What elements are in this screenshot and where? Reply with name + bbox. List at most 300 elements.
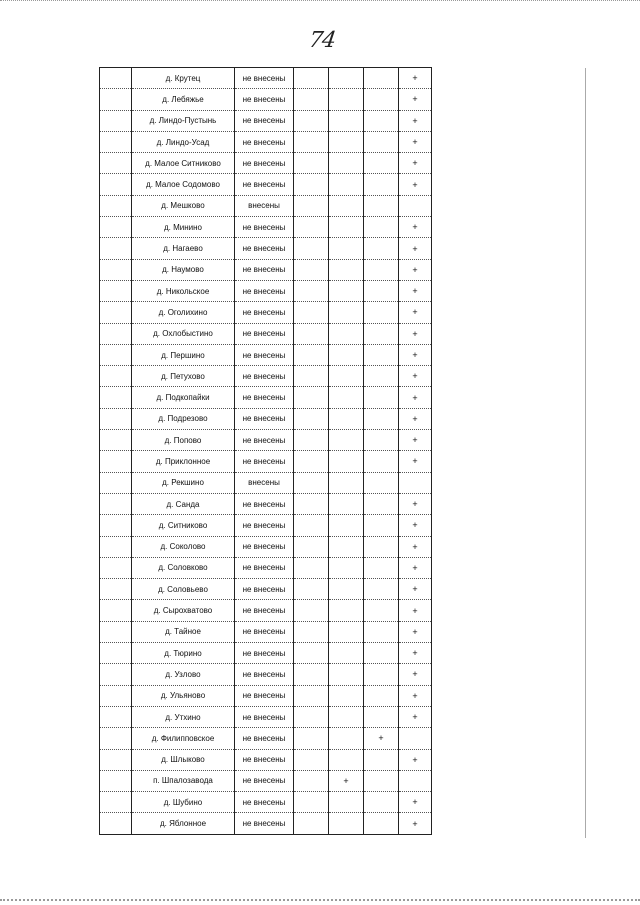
row-number-cell (100, 493, 132, 514)
mark-cell (364, 89, 399, 110)
mark-cell (364, 323, 399, 344)
mark-cell (364, 728, 399, 749)
mark-cell (294, 323, 329, 344)
mark-cell (329, 110, 364, 131)
row-number-cell (100, 536, 132, 557)
table-row (100, 238, 432, 259)
table-row (100, 259, 432, 280)
mark-cell (399, 217, 432, 238)
registry-status-cell: не внесены (235, 451, 294, 472)
mark-cell (329, 451, 364, 472)
row-number-cell (100, 792, 132, 813)
row-number-cell (100, 749, 132, 770)
mark-cell (364, 685, 399, 706)
scan-bottom-edge (0, 899, 640, 901)
mark-cell (294, 685, 329, 706)
row-number-cell (100, 68, 132, 89)
registry-status-cell: не внесены (235, 685, 294, 706)
row-number-cell (100, 685, 132, 706)
mark-cell (329, 387, 364, 408)
table-row (100, 195, 432, 216)
mark-cell (294, 493, 329, 514)
mark-cell (329, 89, 364, 110)
mark-cell (294, 728, 329, 749)
row-number-cell (100, 430, 132, 451)
registry-status-cell: не внесены (235, 68, 294, 89)
mark-plus: + (412, 392, 418, 403)
row-number-cell (100, 472, 132, 493)
mark-cell (364, 366, 399, 387)
table-row (100, 600, 432, 621)
mark-cell (329, 302, 364, 323)
mark-cell (364, 451, 399, 472)
mark-cell (294, 621, 329, 642)
mark-plus: + (412, 435, 418, 446)
mark-cell (399, 323, 432, 344)
table-row (100, 664, 432, 685)
mark-cell (399, 174, 432, 195)
mark-cell (329, 131, 364, 152)
mark-cell (329, 174, 364, 195)
mark-plus: + (412, 286, 418, 297)
mark-cell (294, 451, 329, 472)
mark-cell (364, 557, 399, 578)
row-number-cell (100, 174, 132, 195)
mark-cell (329, 749, 364, 770)
settlement-name-cell: д. Линдо-Пустынь (132, 110, 235, 131)
mark-cell (329, 706, 364, 727)
mark-cell (399, 792, 432, 813)
mark-cell (294, 238, 329, 259)
settlement-name-cell: д. Рекшино (132, 472, 235, 493)
mark-plus: + (412, 712, 418, 723)
registry-status-cell: не внесены (235, 323, 294, 344)
row-number-cell (100, 153, 132, 174)
registry-status-cell: не внесены (235, 579, 294, 600)
settlement-name-cell: д. Ситниково (132, 515, 235, 536)
row-number-cell (100, 366, 132, 387)
settlement-name-cell: д. Яблонное (132, 813, 235, 834)
row-number-cell (100, 280, 132, 301)
mark-cell (329, 813, 364, 834)
mark-cell (294, 792, 329, 813)
mark-cell (364, 515, 399, 536)
mark-cell (399, 621, 432, 642)
mark-plus: + (412, 456, 418, 467)
mark-cell (399, 366, 432, 387)
registry-status-cell: не внесены (235, 387, 294, 408)
mark-cell (364, 238, 399, 259)
mark-cell (294, 302, 329, 323)
mark-cell (294, 259, 329, 280)
table-row (100, 68, 432, 89)
mark-cell (329, 323, 364, 344)
mark-cell (294, 643, 329, 664)
registry-status-cell: не внесены (235, 89, 294, 110)
registry-status-cell: не внесены (235, 344, 294, 365)
settlement-name-cell: д. Никольское (132, 280, 235, 301)
mark-cell (399, 302, 432, 323)
mark-plus: + (412, 584, 418, 595)
mark-cell (329, 472, 364, 493)
mark-cell (294, 430, 329, 451)
mark-cell (294, 472, 329, 493)
row-number-cell (100, 408, 132, 429)
registry-status-cell: не внесены (235, 302, 294, 323)
registry-status-cell: не внесены (235, 131, 294, 152)
mark-plus: + (412, 562, 418, 573)
registry-status-cell: не внесены (235, 728, 294, 749)
table-row (100, 643, 432, 664)
row-number-cell (100, 131, 132, 152)
row-number-cell (100, 600, 132, 621)
mark-plus: + (412, 243, 418, 254)
mark-plus: + (412, 626, 418, 637)
mark-cell (399, 685, 432, 706)
mark-cell (399, 770, 432, 791)
settlement-name-cell: д. Ульяново (132, 685, 235, 706)
mark-cell (364, 174, 399, 195)
registry-status-cell: не внесены (235, 664, 294, 685)
mark-cell (294, 68, 329, 89)
settlement-name-cell: д. Линдо-Усад (132, 131, 235, 152)
settlement-name-cell: д. Наумово (132, 259, 235, 280)
mark-cell (364, 387, 399, 408)
mark-cell (364, 195, 399, 216)
table-row (100, 515, 432, 536)
registry-status-cell: внесены (235, 195, 294, 216)
handwritten-page-number: 74 (307, 28, 337, 53)
mark-cell (294, 110, 329, 131)
mark-cell (364, 430, 399, 451)
mark-plus: + (412, 499, 418, 510)
mark-cell (329, 792, 364, 813)
mark-cell (364, 493, 399, 514)
settlement-name-cell: д. Минино (132, 217, 235, 238)
registry-status-cell: не внесены (235, 217, 294, 238)
mark-cell (294, 174, 329, 195)
mark-cell (329, 68, 364, 89)
table-row (100, 557, 432, 578)
row-number-cell (100, 557, 132, 578)
mark-cell (364, 813, 399, 834)
row-number-cell (100, 621, 132, 642)
mark-cell (329, 728, 364, 749)
mark-cell (364, 259, 399, 280)
mark-cell (294, 557, 329, 578)
mark-plus: + (412, 222, 418, 233)
mark-cell (364, 217, 399, 238)
mark-cell (294, 813, 329, 834)
mark-cell (294, 280, 329, 301)
registry-status-cell: не внесены (235, 366, 294, 387)
row-number-cell (100, 813, 132, 834)
mark-cell (294, 664, 329, 685)
mark-plus: + (412, 328, 418, 339)
mark-cell (294, 770, 329, 791)
mark-cell (364, 302, 399, 323)
mark-plus: + (412, 307, 418, 318)
table-row (100, 217, 432, 238)
mark-cell (399, 280, 432, 301)
row-number-cell (100, 259, 132, 280)
mark-plus: + (412, 413, 418, 424)
mark-cell (329, 685, 364, 706)
mark-cell (399, 706, 432, 727)
mark-cell (364, 536, 399, 557)
mark-cell (329, 238, 364, 259)
mark-cell (399, 515, 432, 536)
table-row (100, 110, 432, 131)
table-row (100, 770, 432, 791)
mark-cell (364, 770, 399, 791)
mark-cell (329, 536, 364, 557)
registry-status-cell: не внесены (235, 430, 294, 451)
mark-plus: + (378, 733, 384, 744)
mark-plus: + (412, 264, 418, 275)
mark-plus: + (412, 137, 418, 148)
mark-cell (364, 68, 399, 89)
table-row (100, 749, 432, 770)
mark-cell (364, 621, 399, 642)
mark-cell (364, 110, 399, 131)
table-row (100, 131, 432, 152)
settlement-name-cell: д. Шубино (132, 792, 235, 813)
settlements-table (99, 67, 432, 835)
table-row (100, 174, 432, 195)
settlement-name-cell: д. Першино (132, 344, 235, 365)
mark-cell (294, 387, 329, 408)
settlement-name-cell: п. Шпалозавода (132, 770, 235, 791)
mark-plus: + (412, 115, 418, 126)
row-number-cell (100, 728, 132, 749)
mark-cell (294, 89, 329, 110)
mark-cell (364, 153, 399, 174)
scan-top-edge (0, 0, 640, 1)
settlement-name-cell: д. Соловьево (132, 579, 235, 600)
registry-status-cell: не внесены (235, 493, 294, 514)
table-row (100, 536, 432, 557)
settlement-name-cell: д. Малое Содомово (132, 174, 235, 195)
settlement-name-cell: д. Шлыково (132, 749, 235, 770)
row-number-cell (100, 238, 132, 259)
mark-cell (399, 89, 432, 110)
mark-cell (294, 217, 329, 238)
table-row (100, 493, 432, 514)
mark-plus: + (343, 775, 349, 786)
settlements-table-body (100, 68, 432, 835)
registry-status-cell: не внесены (235, 813, 294, 834)
mark-cell (294, 131, 329, 152)
settlement-name-cell: д. Утхино (132, 706, 235, 727)
settlement-name-cell: д. Тюрино (132, 643, 235, 664)
registry-status-cell: не внесены (235, 259, 294, 280)
table-row (100, 621, 432, 642)
table-row (100, 387, 432, 408)
page-margin-line (585, 68, 586, 838)
mark-cell (329, 493, 364, 514)
table-row (100, 366, 432, 387)
registry-status-cell: не внесены (235, 792, 294, 813)
registry-status-cell: не внесены (235, 621, 294, 642)
settlement-name-cell: д. Мешково (132, 195, 235, 216)
mark-cell (399, 344, 432, 365)
settlement-name-cell: д. Соловково (132, 557, 235, 578)
table-row (100, 302, 432, 323)
mark-cell (329, 770, 364, 791)
mark-cell (364, 472, 399, 493)
table-row (100, 728, 432, 749)
settlement-name-cell: д. Малое Ситниково (132, 153, 235, 174)
mark-cell (399, 579, 432, 600)
mark-plus: + (412, 158, 418, 169)
settlement-name-cell: д. Нагаево (132, 238, 235, 259)
settlement-name-cell: д. Тайное (132, 621, 235, 642)
registry-status-cell: не внесены (235, 643, 294, 664)
row-number-cell (100, 217, 132, 238)
mark-cell (399, 110, 432, 131)
mark-plus: + (412, 818, 418, 829)
mark-cell (329, 664, 364, 685)
table-row (100, 344, 432, 365)
table-row (100, 472, 432, 493)
mark-cell (294, 515, 329, 536)
row-number-cell (100, 110, 132, 131)
mark-cell (399, 238, 432, 259)
mark-plus: + (412, 648, 418, 659)
row-number-cell (100, 770, 132, 791)
registry-status-cell: не внесены (235, 238, 294, 259)
mark-plus: + (412, 690, 418, 701)
registry-status-cell: не внесены (235, 600, 294, 621)
mark-cell (294, 536, 329, 557)
mark-cell (329, 430, 364, 451)
mark-plus: + (412, 371, 418, 382)
settlement-name-cell: д. Лебяжье (132, 89, 235, 110)
mark-cell (364, 600, 399, 621)
mark-cell (329, 515, 364, 536)
mark-cell (329, 557, 364, 578)
row-number-cell (100, 515, 132, 536)
registry-status-cell: не внесены (235, 515, 294, 536)
mark-cell (399, 472, 432, 493)
row-number-cell (100, 302, 132, 323)
mark-cell (329, 643, 364, 664)
registry-status-cell: не внесены (235, 174, 294, 195)
row-number-cell (100, 664, 132, 685)
mark-cell (399, 749, 432, 770)
mark-plus: + (412, 669, 418, 680)
mark-cell (329, 153, 364, 174)
registry-status-cell: не внесены (235, 770, 294, 791)
mark-cell (329, 600, 364, 621)
mark-cell (364, 749, 399, 770)
table-row (100, 792, 432, 813)
registry-status-cell: не внесены (235, 153, 294, 174)
row-number-cell (100, 706, 132, 727)
mark-cell (329, 408, 364, 429)
mark-cell (294, 344, 329, 365)
mark-cell (294, 579, 329, 600)
settlement-name-cell: д. Филипповское (132, 728, 235, 749)
mark-cell (399, 451, 432, 472)
registry-status-cell: не внесены (235, 749, 294, 770)
mark-cell (399, 664, 432, 685)
mark-cell (399, 557, 432, 578)
settlement-name-cell: д. Попово (132, 430, 235, 451)
settlement-name-cell: д. Петухово (132, 366, 235, 387)
mark-plus: + (412, 605, 418, 616)
row-number-cell (100, 387, 132, 408)
mark-cell (294, 706, 329, 727)
mark-cell (294, 153, 329, 174)
registry-status-cell: внесены (235, 472, 294, 493)
mark-cell (294, 408, 329, 429)
table-row (100, 706, 432, 727)
registry-status-cell: не внесены (235, 706, 294, 727)
table-row (100, 430, 432, 451)
mark-plus: + (412, 520, 418, 531)
mark-cell (399, 195, 432, 216)
mark-cell (399, 493, 432, 514)
mark-cell (364, 344, 399, 365)
table-row (100, 323, 432, 344)
registry-status-cell: не внесены (235, 110, 294, 131)
settlement-name-cell: д. Сырохватово (132, 600, 235, 621)
table-row (100, 813, 432, 834)
table-row (100, 280, 432, 301)
mark-cell (364, 643, 399, 664)
mark-cell (294, 366, 329, 387)
mark-cell (329, 195, 364, 216)
settlement-name-cell: д. Узлово (132, 664, 235, 685)
mark-plus: + (412, 73, 418, 84)
mark-cell (399, 153, 432, 174)
mark-cell (364, 579, 399, 600)
mark-cell (364, 792, 399, 813)
mark-cell (399, 643, 432, 664)
mark-cell (364, 131, 399, 152)
row-number-cell (100, 195, 132, 216)
mark-cell (399, 728, 432, 749)
row-number-cell (100, 643, 132, 664)
settlement-name-cell: д. Охлобыстино (132, 323, 235, 344)
row-number-cell (100, 89, 132, 110)
table-row (100, 153, 432, 174)
mark-plus: + (412, 797, 418, 808)
registry-status-cell: не внесены (235, 557, 294, 578)
mark-cell (294, 600, 329, 621)
mark-cell (364, 408, 399, 429)
settlement-name-cell: д. Подкопайки (132, 387, 235, 408)
row-number-cell (100, 579, 132, 600)
mark-plus: + (412, 179, 418, 190)
settlement-name-cell: д. Крутец (132, 68, 235, 89)
mark-cell (399, 131, 432, 152)
mark-cell (399, 68, 432, 89)
registry-status-cell: не внесены (235, 280, 294, 301)
mark-cell (399, 259, 432, 280)
mark-cell (364, 706, 399, 727)
mark-cell (329, 259, 364, 280)
mark-plus: + (412, 94, 418, 105)
mark-cell (364, 664, 399, 685)
mark-cell (399, 430, 432, 451)
table-row (100, 579, 432, 600)
registry-status-cell: не внесены (235, 536, 294, 557)
mark-cell (329, 366, 364, 387)
mark-cell (364, 280, 399, 301)
